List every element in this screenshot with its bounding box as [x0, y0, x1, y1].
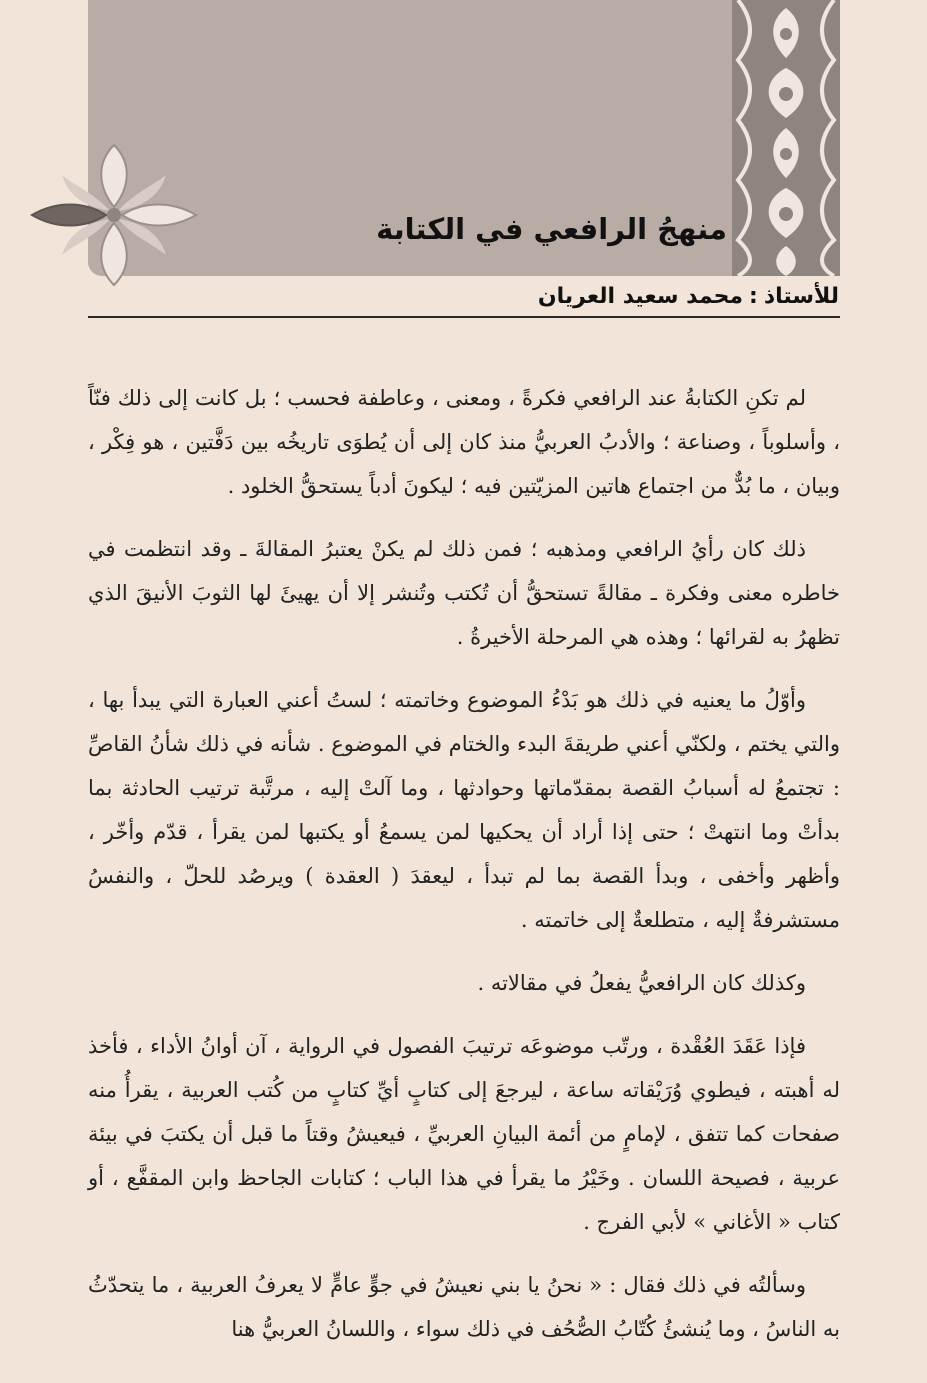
author-separator: : — [749, 284, 758, 309]
paragraph: وكذلك كان الرافعيُّ يفعلُ في مقالاته . — [477, 971, 806, 995]
paragraph: لم تكنِ الكتابةُ عند الرافعي فكرةً ، ومعنى ، وعاطفة فحسب ؛ بل كانت إلى ذلك فنّاً ، وأسلوباً ، وصناعة ؛ والأدبُ العربيُّ منذ كان إلى أن يُطوَى تاريخُه بين دَفَّتين ، هو فِكْر ، وبيان ، ما بُدٌّ من اجتماع هاتين المزيّتين فيه ؛ ليكونَ أدباً يستحقُّ الخلود . — [88, 386, 840, 498]
paragraph: فإذا عَقَدَ العُقْدة ، ورتّب موضوعَه ترتيبَ الفصول في الرواية ، آن أوانُ الأداء ، فأخذ له أهبته ، فيطوي وُرَيْقاته ساعة ، ليرجعَ إلى كتابٍ أيِّ كتابٍ من كُتب العربية ، يقرأُ منه صفحات كما تتفق ، لإمامٍ من أئمة البيانِ العربيِّ ، فيعيشُ وقتاً ما قبل أن يكتبَ في بيئة عربية ، فصيحة اللسان . وخَيْرُ ما يقرأ في هذا الباب ؛ كتابات الجاحظ وابن المقفَّع ، أو كتاب « الأغاني » لأبي الفرج . — [88, 1034, 840, 1234]
article-body — [88, 376, 840, 1351]
article-title: منهجُ الرافعي في الكتابة — [376, 212, 727, 246]
paragraph: وسألتُه في ذلك فقال : « نحنُ يا بني نعيشُ في جوٍّ عامٍّ لا يعرفُ العربية ، ما يتحدّثُ به الناسُ ، وما يُنشئُ كُتّابُ الصُّحُف في ذلك سواء ، واللسانُ العربيُّ هنا — [88, 1273, 840, 1341]
flower-ornament — [30, 140, 198, 290]
author-prefix: للأستاذ — [763, 284, 839, 309]
author-line — [538, 284, 839, 309]
paragraph: ذلك كان رأيُ الرافعي ومذهبه ؛ فمن ذلك لم يكنْ يعتبرُ المقالةَ ـ وقد انتظمت في خاطره معنى وفكرة ـ مقالةً تستحقُّ أن تُكتب وتُنشر إلا أن يهيئَ لها الثوبَ الأنيقَ الذي تظهرُ به لقرائها ؛ وهذه هي المرحلة الأخيرةُ . — [88, 537, 840, 649]
arabesque-ornament — [732, 0, 840, 276]
paragraph: وأوّلُ ما يعنيه في ذلك هو بَدْءُ الموضوع وخاتمته ؛ لستُ أعني العبارة التي يبدأ بها ، والتي يختم ، ولكنّي أعني طريقةَ البدء والختام في الموضوع . شأنه في ذلك شأنُ القاصِّ : تجتمعُ له أسبابُ القصة بمقدّماتها وحوادثها ، وما آلتْ إليه ، مرتَّبة ترتيب الحادثة بما بدأتْ وما انتهتْ ؛ حتى إذا أراد أن يحكيها لمن يسمعُ أو يكتبها لمن يقرأ ، قدّم وأخّر ، وأظهر وأخفى ، وبدأ القصة بما لم تبدأ ، ليعقدَ ( العقدة ) ويرصُد للحلّ ، والنفسُ مستشرفةٌ إليه ، متطلعةٌ إلى خاتمته . — [88, 688, 840, 932]
header-divider — [88, 316, 840, 318]
author-name: محمد سعيد العريان — [537, 284, 744, 309]
